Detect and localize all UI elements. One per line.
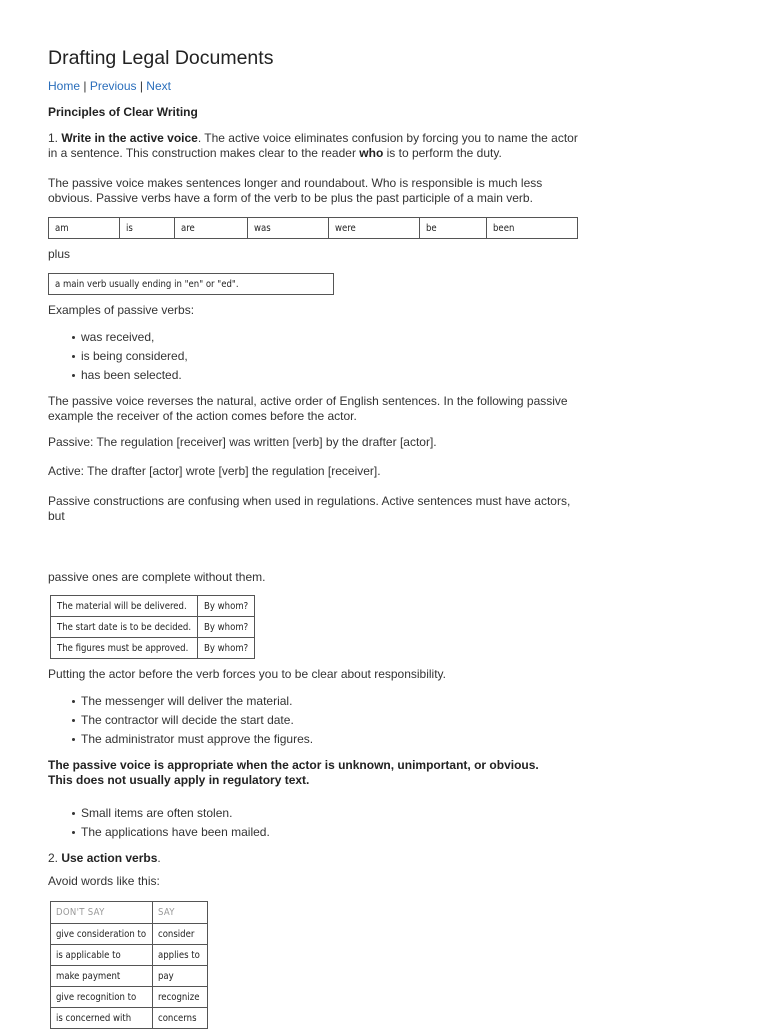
column-header: SAY [153, 902, 208, 924]
paragraph-active-voice [48, 131, 588, 161]
table-cell: By whom? [198, 638, 255, 659]
previous-link[interactable]: Previous [89, 79, 137, 93]
table-cell: been [487, 218, 578, 239]
table-cell: The figures must be approved. [51, 638, 198, 659]
table-header-row [51, 902, 208, 924]
table-cell: give recognition to [51, 987, 153, 1008]
list-item: Small items are often stolen. [48, 806, 588, 825]
nav-separator: | [80, 79, 90, 93]
table-row [51, 945, 208, 966]
next-link[interactable]: Next [146, 79, 171, 93]
table-row [51, 1008, 208, 1029]
list-item: The administrator must approve the figures. [48, 732, 588, 751]
item-number: 2. [48, 851, 62, 865]
active-sentence: Active: The drafter [actor] wrote [verb] the regulation [receiver]. [48, 464, 381, 478]
paragraph-actor-first: Putting the actor before the verb forces you to be clear about responsibility. [48, 667, 447, 681]
paragraph-confusing-cont: passive ones are complete without them. [48, 570, 266, 584]
examples-intro: Examples of passive verbs: [48, 303, 195, 317]
table-cell: be [420, 218, 487, 239]
nav-separator: | [136, 79, 147, 93]
table-cell: consider [153, 924, 208, 945]
table-cell: was [248, 218, 329, 239]
list-item: The contractor will decide the start date. [48, 713, 588, 732]
table-row [51, 596, 255, 617]
item-number: 1. [48, 131, 62, 145]
principle-heading: Use action verbs [61, 851, 158, 865]
paragraph-passive-appropriate: The passive voice is appropriate when the actor is unknown, unimportant, or obvious. This does not usually apply in regulatory text. [48, 758, 539, 787]
table-cell: pay [153, 966, 208, 987]
avoid-intro: Avoid words like this: [48, 874, 160, 888]
table-row [49, 274, 334, 295]
dont-say-table [50, 901, 208, 1029]
table-cell: am [49, 218, 120, 239]
list-item: has been selected. [48, 368, 588, 387]
table-row [51, 617, 255, 638]
paragraph-reverse-order: The passive voice reverses the natural, active order of English sentences. In the following passive example the receiver of the action comes before the actor. [48, 394, 568, 423]
table-cell: is [120, 218, 175, 239]
table-cell: concerns [153, 1008, 208, 1029]
table-cell: The material will be delivered. [51, 596, 198, 617]
paragraph-action-verbs [48, 851, 588, 866]
table-row [49, 218, 578, 239]
home-link[interactable]: Home [48, 79, 81, 93]
active-examples-list [48, 694, 588, 751]
by-whom-table [50, 595, 255, 659]
paragraph-text: . [157, 851, 161, 865]
passive-examples-list [48, 330, 588, 387]
table-cell: were [329, 218, 420, 239]
paragraph-passive-voice: The passive voice makes sentences longer and roundabout. Who is responsible is much less obvious. Passive verbs have a form of the verb to be plus the past participle of a main verb. [48, 176, 543, 205]
paragraph-text: . The active voice eliminates confusion by forcing you to name the actor in a sentence. This construction makes clear to the reader [48, 131, 578, 160]
principle-heading: Write in the active voice [61, 131, 198, 145]
table-cell: recognize [153, 987, 208, 1008]
list-item: The applications have been mailed. [48, 825, 588, 844]
list-item: The messenger will deliver the material. [48, 694, 588, 713]
passive-sentence: Passive: The regulation [receiver] was written [verb] by the drafter [actor]. [48, 435, 437, 449]
section-title: Principles of Clear Writing [48, 105, 198, 119]
table-cell: The start date is to be decided. [51, 617, 198, 638]
table-cell: applies to [153, 945, 208, 966]
table-cell: are [175, 218, 248, 239]
table-cell: By whom? [198, 617, 255, 638]
table-cell: is concerned with [51, 1008, 153, 1029]
page-title: Drafting Legal Documents [48, 47, 274, 69]
table-cell: make payment [51, 966, 153, 987]
to-be-forms-table [48, 217, 578, 239]
table-cell: By whom? [198, 596, 255, 617]
emphasis-text: who [359, 146, 384, 160]
main-verb-table [48, 273, 334, 295]
paragraph-confusing: Passive constructions are confusing when used in regulations. Active sentences must have actors, but [48, 494, 571, 523]
table-row [51, 966, 208, 987]
table-cell: a main verb usually ending in "en" or "ed". [49, 274, 334, 295]
plus-label: plus [48, 247, 71, 261]
table-row [51, 987, 208, 1008]
list-item: is being considered, [48, 349, 588, 368]
paragraph-text: is to perform the duty. [383, 146, 502, 160]
appropriate-examples-list [48, 806, 588, 844]
table-row [51, 924, 208, 945]
table-row [51, 638, 255, 659]
column-header: DON'T SAY [51, 902, 153, 924]
list-item: was received, [48, 330, 588, 349]
table-cell: give consideration to [51, 924, 153, 945]
table-cell: is applicable to [51, 945, 153, 966]
breadcrumb-nav [48, 79, 171, 93]
